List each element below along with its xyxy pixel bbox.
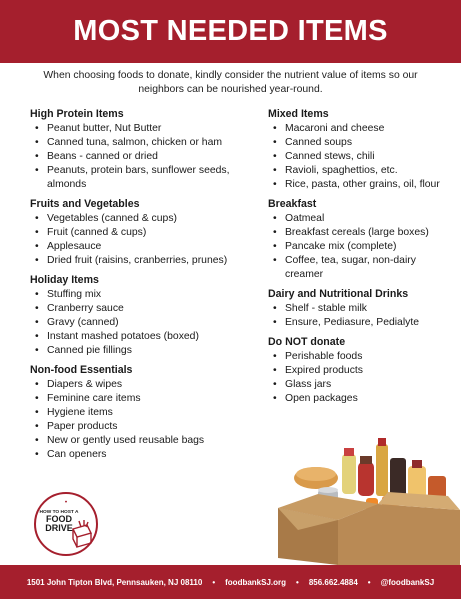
- list-item: • Glass jars: [268, 378, 448, 392]
- footer-website-link[interactable]: foodbankSJ.org: [225, 577, 287, 587]
- page-title: MOST NEEDED ITEMS: [73, 15, 388, 47]
- section-heading: Holiday Items: [30, 274, 99, 286]
- list-item: • Fruit (canned & cups): [30, 226, 250, 240]
- section-non-food: [30, 364, 250, 462]
- list-item: • Canned tuna, salmon, chicken or ham: [30, 136, 250, 150]
- section-holiday: [30, 274, 250, 358]
- list-item: • Cranberry sauce: [30, 302, 250, 316]
- list-item: • Oatmeal: [268, 212, 448, 226]
- list-item: • Rice, pasta, other grains, oil, flour: [268, 178, 448, 192]
- header-banner: [0, 0, 461, 63]
- list-item: • Beans - canned or dried: [30, 150, 250, 164]
- list-item: • Coffee, tea, sugar, non-dairy creamer: [268, 254, 448, 282]
- svg-text:♥: ♥: [64, 499, 68, 504]
- section-heading: High Protein Items: [30, 108, 124, 120]
- section-fruits-vegetables: [30, 198, 250, 268]
- list-item: • Canned stews, chili: [268, 150, 448, 164]
- list-item: • Gravy (canned): [30, 316, 250, 330]
- section-heading: Mixed Items: [268, 108, 329, 120]
- list-item: • Expired products: [268, 364, 448, 378]
- list-item: • Dried fruit (raisins, cranberries, prunes): [30, 254, 250, 268]
- section-mixed: [268, 108, 448, 192]
- list-item: • Peanut butter, Nut Butter: [30, 122, 250, 136]
- section-high-protein: [30, 108, 250, 192]
- intro-text: When choosing foods to donate, kindly consider the nutrient value of items so our neighbors can be nourished year-round.: [43, 70, 418, 95]
- right-column: [268, 108, 448, 412]
- footer-address: 1501 John Tipton Blvd, Pennsauken, NJ 08110: [26, 577, 203, 587]
- footer-social-handle[interactable]: @foodbankSJ: [380, 577, 435, 587]
- section-dairy: [268, 288, 448, 330]
- left-column: [30, 108, 250, 468]
- list-item: • New or gently used reusable bags: [30, 434, 250, 448]
- section-heading: Non-food Essentials: [30, 364, 133, 376]
- footer-phone: 856.662.4884: [308, 577, 358, 587]
- logo-line: DRIVE: [45, 523, 73, 533]
- separator-dot: •: [212, 577, 216, 587]
- logo-line: FOOD: [46, 514, 72, 524]
- list-item: • Ensure, Pediasure, Pedialyte: [268, 316, 448, 330]
- list-item: • Pancake mix (complete): [268, 240, 448, 254]
- list-item: • Macaroni and cheese: [268, 122, 448, 136]
- list-item: • Stuffing mix: [30, 288, 250, 302]
- section-heading: Breakfast: [268, 198, 317, 210]
- list-item: • Perishable foods: [268, 350, 448, 364]
- section-heading: Dairy and Nutritional Drinks: [268, 288, 409, 300]
- list-item: • Canned soups: [268, 136, 448, 150]
- section-breakfast: [268, 198, 448, 282]
- food-drive-logo: [33, 491, 99, 557]
- list-item: • Open packages: [268, 392, 448, 406]
- list-item: • Instant mashed potatoes (boxed): [30, 330, 250, 344]
- separator-dot: •: [296, 577, 299, 587]
- list-item: • Breakfast cereals (large boxes): [268, 226, 448, 240]
- list-item: • Applesauce: [30, 240, 250, 254]
- list-item: • Feminine care items: [30, 392, 250, 406]
- footer-bar: [0, 565, 461, 599]
- list-item: • Hygiene items: [30, 406, 250, 420]
- section-heading: Fruits and Vegetables: [30, 198, 140, 210]
- section-heading: Do NOT donate: [268, 336, 346, 348]
- list-item: • Shelf - stable milk: [268, 302, 448, 316]
- separator-dot: •: [367, 577, 371, 587]
- list-item: • Peanuts, protein bars, sunflower seeds, almonds: [30, 164, 250, 192]
- list-item: • Ravioli, spaghettios, etc.: [268, 164, 448, 178]
- list-item: • Paper products: [30, 420, 250, 434]
- list-item: • Canned pie fillings: [30, 344, 250, 358]
- logo-line: HOW TO HOST A: [39, 510, 79, 515]
- list-item: • Vegetables (canned & cups): [30, 212, 250, 226]
- list-item: • Diapers & wipes: [30, 378, 250, 392]
- section-do-not-donate: [268, 336, 448, 406]
- grocery-box-image: [278, 438, 460, 565]
- list-item: • Can openers: [30, 448, 250, 462]
